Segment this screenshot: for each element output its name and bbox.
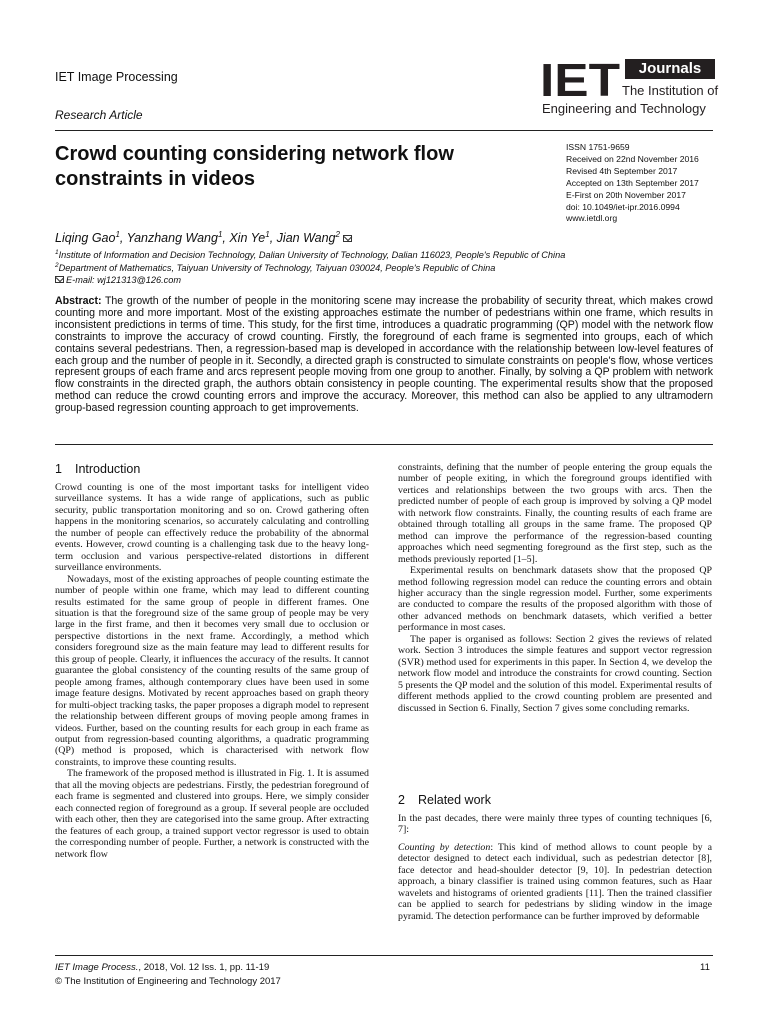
footer-divider [55, 955, 713, 956]
author-list: Liqing Gao$^1$, Yanzhang Wang$^1$, Xin Ye$^1$, Jian Wang$^2$ [55, 230, 354, 245]
footer-citation: IET Image Process., 2018, Vol. 12 Iss. 1, pp. 11-19 [55, 962, 270, 973]
iet-logo-icon [540, 58, 620, 98]
journals-badge: Journals [625, 59, 715, 79]
article-type: Research Article [55, 108, 143, 122]
paragraph: constraints, defining that the number of people entering the group equals the number of people exiting, in which the foreground groups identified with vertices and relationships between the two groups with arcs. Then the predicted number of people of each group is improved by solving a QP model with network flow constraints. Finally, the counting results of each frame are obtained through totalling all groups in the same frame. The proposed QP method can improve the performance of the regression-based counting approaches which need segmenting foreground as the first step, such as the methods previously reported [1–5]. [398, 462, 712, 565]
author-name: Liqing Gao [55, 231, 116, 246]
footer-copyright: © The Institution of Engineering and Technology 2017 [55, 976, 281, 987]
publication-info [566, 142, 726, 225]
website-link[interactable]: www.ietdl.org [566, 213, 618, 224]
right-column [398, 462, 712, 714]
email-icon [55, 276, 64, 283]
institution-line-1: The Institution of [622, 83, 719, 98]
affiliation-1: $^1$Institute of Information and Decision Technology, Dalian University of Technology, Dalian 116023, People's Republic of China [55, 249, 566, 261]
affiliation-2: $^2$Department of Mathematics, Taiyuan University of Technology, Taiyuan 030024, People's Republic of China [55, 262, 496, 274]
header-divider [55, 130, 713, 131]
received-date: Received on 22nd November 2016 [566, 153, 699, 164]
paper-title: Crowd counting considering network flow constraints in videos [55, 143, 454, 190]
affiliation-marker: 1 [217, 230, 223, 239]
issn: ISSN 1751-9659 [566, 142, 630, 152]
related-work-column [398, 813, 712, 922]
e-first-date: E-First on 20th November 2017 [566, 189, 686, 200]
left-column [55, 482, 369, 860]
logo-mark-text: IET [540, 58, 620, 98]
paragraph: Experimental results on benchmark datasets show that the proposed QP method following regression model can reduce the counting errors and obtain higher accuracy than the single regression model. Further, some experiments are conducted to compare the results of the proposed algorithm with those of other advanced methods on benchmark datasets, which verified a better performance in most cases. [398, 565, 712, 634]
journal-name: IET Image Processing [55, 70, 178, 84]
paragraph: In the past decades, there were mainly three types of counting techniques [6, 7]: [398, 813, 712, 836]
accepted-date: Accepted on 13th September 2017 [566, 177, 699, 188]
paragraph: The paper is organised as follows: Section 2 gives the reviews of related work. Section 3 introduces the simple features and support vector regression (SVR) method used for experiments in this paper. In Section 4, we develop the network flow model and introduce the constraints for crowd counting. Section 5 presents the QP model and the solution of this model. Experimental results of different methods applied to the crowd counting problem are presented and discussed in Section 6. Finally, Section 7 gives some concluding remarks. [398, 633, 712, 714]
abstract-label: Abstract: [55, 295, 102, 307]
author-name: Xin Ye [229, 231, 266, 246]
section-heading-introduction: 1 Introduction [55, 462, 141, 476]
doi[interactable]: doi: 10.1049/iet-ipr.2016.0994 [566, 201, 680, 212]
abstract [55, 296, 713, 415]
paragraph-label: Counting by detection [398, 841, 491, 853]
paragraph: Crowd counting is one of the most important tasks for intelligent video surveillance systems. It has a wide range of applications, such as public security, public transportation monitoring and so on. Crowd gathering often happens in the monitoring scenarios, so accurately calculating and controlling the number of people can effectively reduce the probability of the abnormal events. However, crowd counting is a challenging task due to the heavy long-term occlusion and various perspective-related distortions in different surveillance environments. [55, 482, 369, 574]
affiliation-marker: 1 [115, 230, 120, 239]
email-icon [343, 235, 352, 242]
paragraph: The framework of the proposed method is illustrated in Fig. 1. It is assumed that all the moving objects are pedestrians. Firstly, the pedestrian foreground of each frame is segmented and clustered into groups. Here, we simply consider each connected region of foreground as a group. If several people are occluded with each other, then they are categorised into the same group. After extracting the features of each group, a trained support vector regressor is used to obtain the corresponding number of people. Further, a network is constructed with the network flow [55, 768, 369, 860]
author-name: Jian Wang [276, 231, 336, 246]
author-name: Yanzhang Wang [126, 231, 218, 246]
abstract-text: The growth of the number of people in the monitoring scene may increase the probability of security threat, which makes crowd counting more and more important. Most of the existing approaches estimate the number of pedestrians within one frame, which results in inconsistent predictions in terms of time. This study, for the first time, introduces a quadratic programming (QP) model with the network flow constraints to improve the accuracy of crowd counting. Firstly, the foreground of each frame is segmented into groups, each of which contains several pedestrians. Then, a regression-based map is developed in accordance with the relationship between low-level features of each group and the number of people in it. Secondly, a directed graph is constructed to simulate constraints on people's flow, whose vertices represent groups of each frame and arcs represent people moving from one group to another. Finally, by solving a QP problem with network flow constraints in the directed graph, the authors obtain consistency in people counting. The experimental results show that the proposed method can reduce the crowd counting errors and improve the accuracy. Moreover, this method can also be applied to any ultramodern group-based regression counting approach to get improvements. [55, 295, 713, 415]
page-number: 11 [700, 962, 710, 973]
paragraph: Nowadays, most of the existing approaches of people counting estimate the number of people within one frame, which may lead to different counting results estimated for the same group of people in different frames. One situation is that the foreground size of the same group of people may be very large in the first frame, and then it becomes very small due to occlusion or perspective distortions in the next frame. Accordingly, a method which considers foreground size as the main feature may lead to different results for this group of people. Clearly, it influences the accuracy of the results. It cannot guarantee the global consistency of the counting results of the same group of people among frames, although contemporary clues have been used in some image feature designs. Motivated by recent approaches based on graph theory for multi-object tracking tasks, the paper proposes a digraph model to represent the relationship between different groups of moving people among frames in videos. Further, based on the counting results for each group in each frame as output from regression-based counting algorithms, a quadratic programming (QP) method is proposed, which is characterised with network flow constraints, to improve these counting results. [55, 573, 369, 768]
iet-journals-logo [540, 56, 719, 120]
abstract-divider [55, 444, 713, 445]
section-heading-related-work: 2 Related work [398, 793, 491, 807]
paragraph: Counting by detection: This kind of method allows to count people by a detector designed to detect each individual, such as pedestrian detector [8], face detector and head-shoulder detector [9, 10]. In pedestrian detection approach, a binary classifier is trained using common features, such as Haar wavelets and histograms of oriented gradients [11]. Then the trained classifier can be applied to search for pedestrians by sliding window in the image pyramid. The detection performance can be further improved by deformable [398, 841, 712, 922]
affiliation-marker: 2 [335, 230, 340, 239]
institution-line-2: Engineering and Technology [542, 101, 706, 116]
corresponding-email[interactable]: E-mail: wj121313@126.com [55, 275, 181, 285]
affiliation-marker: 1 [265, 230, 270, 239]
revised-date: Revised 4th September 2017 [566, 165, 678, 176]
